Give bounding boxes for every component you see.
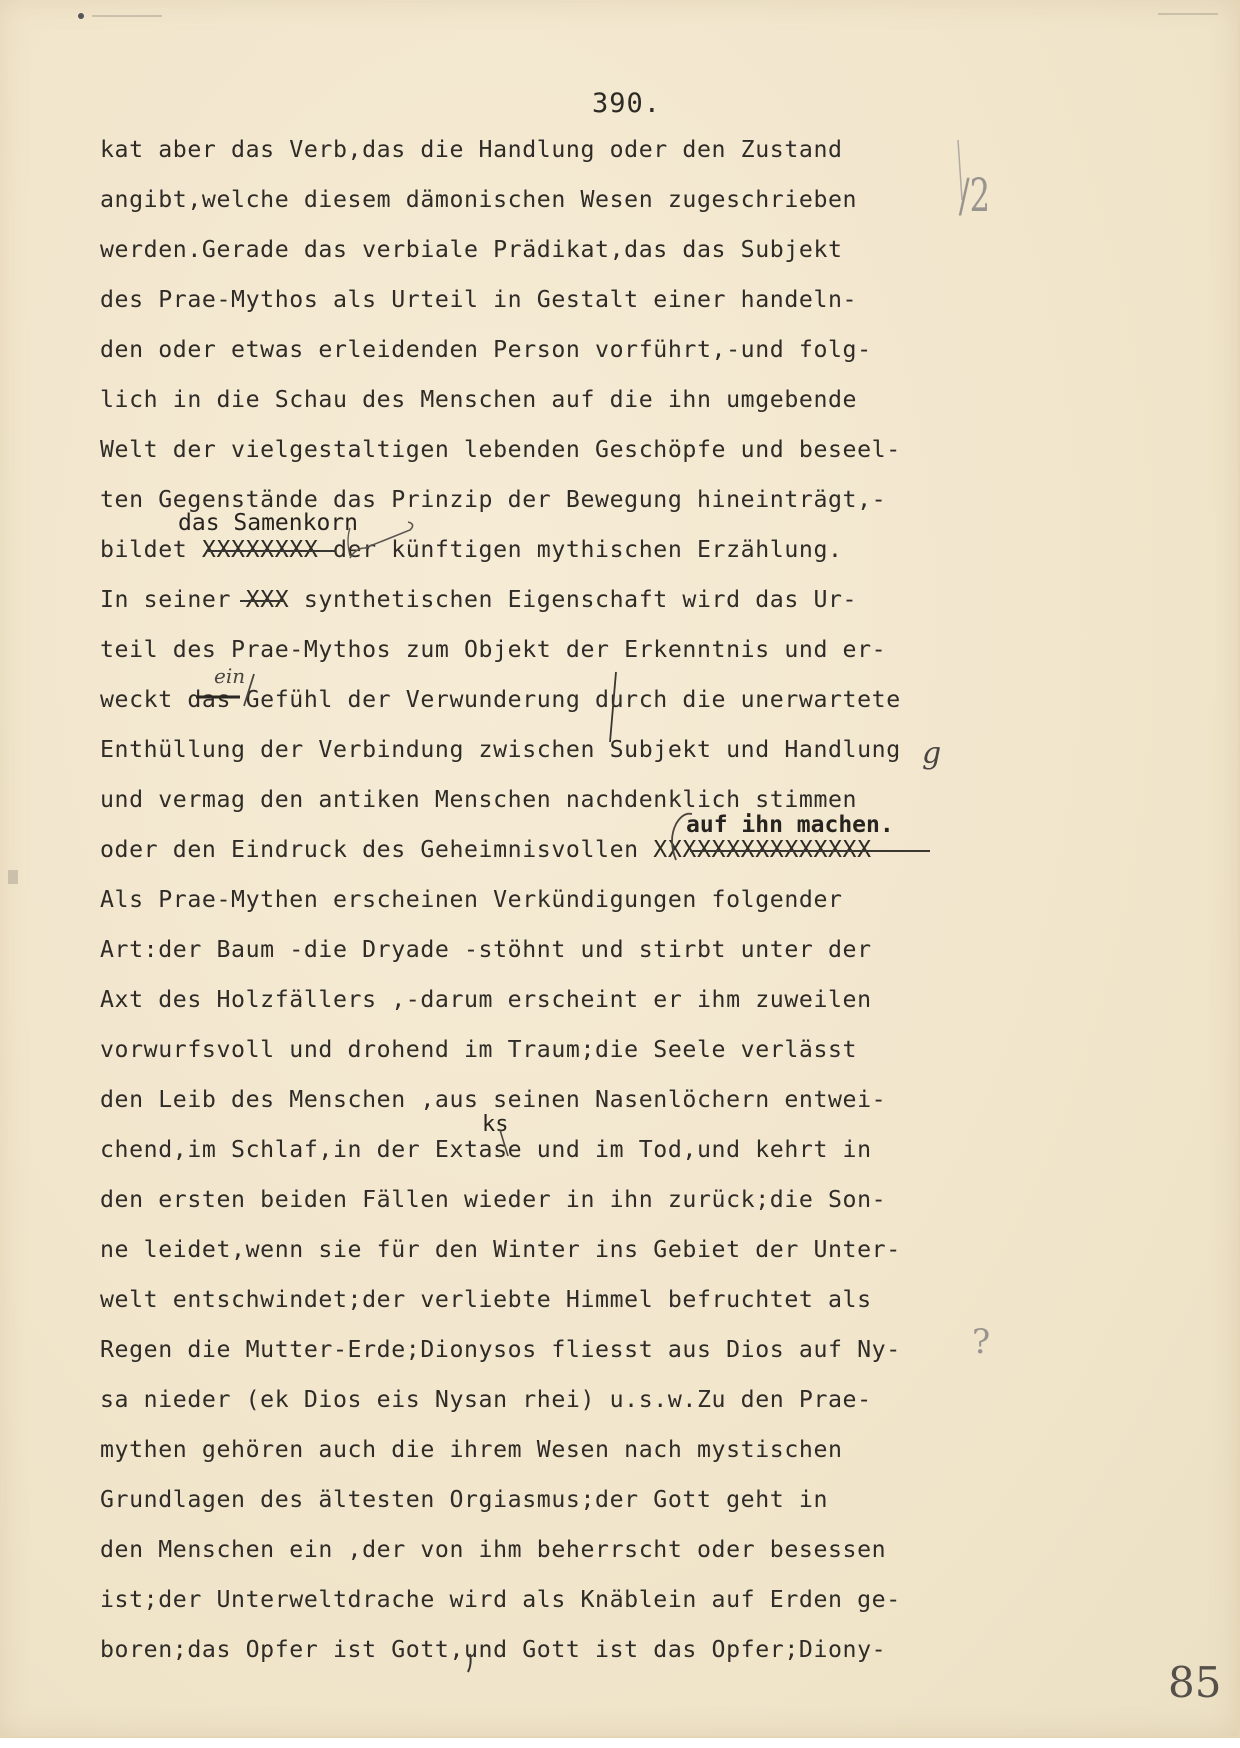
typed-insertion-auf-ihn-machen: auf ihn machen. — [686, 812, 894, 838]
margin-mark-right-top: /2 — [958, 168, 991, 222]
text-line: Welt der vielgestaltigen lebenden Geschöpfe und beseel- — [100, 436, 901, 463]
handwritten-insertion-ein: ein — [214, 664, 246, 688]
text-line: sa nieder (ek Dios eis Nysan rhei) u.s.w.Zu den Prae- — [100, 1386, 872, 1413]
handwritten-letter-g: g — [922, 736, 942, 771]
text-line: welt entschwindet;der verliebte Himmel befruchtet als — [100, 1286, 872, 1313]
text-line: boren;das Opfer ist Gott,und Gott ist das Opfer;Diony- — [100, 1636, 887, 1663]
text-line: kat aber das Verb,das die Handlung oder den Zustand — [100, 136, 843, 163]
text-line: chend,im Schlaf,in der Extase und im Tod,und kehrt in — [100, 1136, 872, 1163]
text-line: angibt,welche diesem dämonischen Wesen zugeschrieben — [100, 186, 858, 213]
text-line: oder den Eindruck des Geheimnisvollen XXXXXXXXXXXXXXX — [100, 836, 872, 863]
slash-ein — [244, 674, 254, 706]
margin-stroke-right-top — [958, 140, 962, 200]
folio-number: 85 — [1168, 1658, 1222, 1707]
text-line: Als Prae-Mythen erscheinen Verkündigungen folgender — [100, 886, 843, 913]
insert-bracket-samenkorn-left — [348, 528, 350, 556]
text-line: In seiner XXX synthetischen Eigenschaft wird das Ur- — [100, 586, 858, 613]
text-line: bildet XXXXXXXX der künftigen mythischen Erzählung. — [100, 536, 843, 563]
insert-bar-durch — [610, 672, 616, 742]
margin-mark-question: ? — [972, 1322, 991, 1362]
text-line: Regen die Mutter-Erde;Dionysos fliesst aus Dios auf Ny- — [100, 1336, 901, 1363]
text-line: weckt das Gefühl der Verwunderung durch die unerwartete — [100, 686, 901, 713]
text-line: werden.Gerade das verbiale Prädikat,das das Subjekt — [100, 236, 843, 263]
insert-caret-auf-ihn — [672, 814, 692, 860]
typed-insertion-samenkorn: das Samenkorn — [178, 510, 359, 536]
text-line: Grundlagen des ältesten Orgiasmus;der Gott geht in — [100, 1486, 829, 1513]
text-line: Enthüllung der Verbindung zwischen Subjekt und Handlung — [100, 736, 901, 763]
text-line: und vermag den antiken Menschen nachdenklich stimmen — [100, 786, 858, 813]
text-line: mythen gehören auch die ihrem Wesen nach mystischen — [100, 1436, 843, 1463]
text-line: ten Gegenstände das Prinzip der Bewegung hineinträgt,- — [100, 486, 887, 513]
page-number: 390. — [592, 88, 662, 119]
typed-insertion-ks: ks — [482, 1112, 509, 1137]
text-line: Axt des Holzfällers ,-darum erscheint er ihm zuweilen — [100, 986, 872, 1013]
text-line: den oder etwas erleidenden Person vorführt,-und folg- — [100, 336, 872, 363]
insert-caret-samenkorn — [350, 522, 413, 558]
text-line: Art:der Baum -die Dryade -stöhnt und stirbt unter der — [100, 936, 872, 963]
text-line: den Menschen ein ,der von ihm beherrscht oder besessen — [100, 1536, 887, 1563]
text-line: ist;der Unterweltdrache wird als Knäblein auf Erden ge- — [100, 1586, 901, 1613]
text-line: vorwurfsvoll und drohend im Traum;die Seele verlässt — [100, 1036, 858, 1063]
comma-mark-gott — [468, 1654, 471, 1672]
insert-caret-ks — [500, 1130, 508, 1156]
text-line: teil des Prae-Mythos zum Objekt der Erkenntnis und er- — [100, 636, 887, 663]
text-line: den Leib des Menschen ,aus seinen Nasenlöchern entwei- — [100, 1086, 887, 1113]
text-line: lich in die Schau des Menschen auf die ihn umgebende — [100, 386, 858, 413]
text-line: den ersten beiden Fällen wieder in ihn zurück;die Son- — [100, 1186, 887, 1213]
text-line: ne leidet,wenn sie für den Winter ins Gebiet der Unter- — [100, 1236, 901, 1263]
text-line: des Prae-Mythos als Urteil in Gestalt einer handeln- — [100, 286, 858, 313]
